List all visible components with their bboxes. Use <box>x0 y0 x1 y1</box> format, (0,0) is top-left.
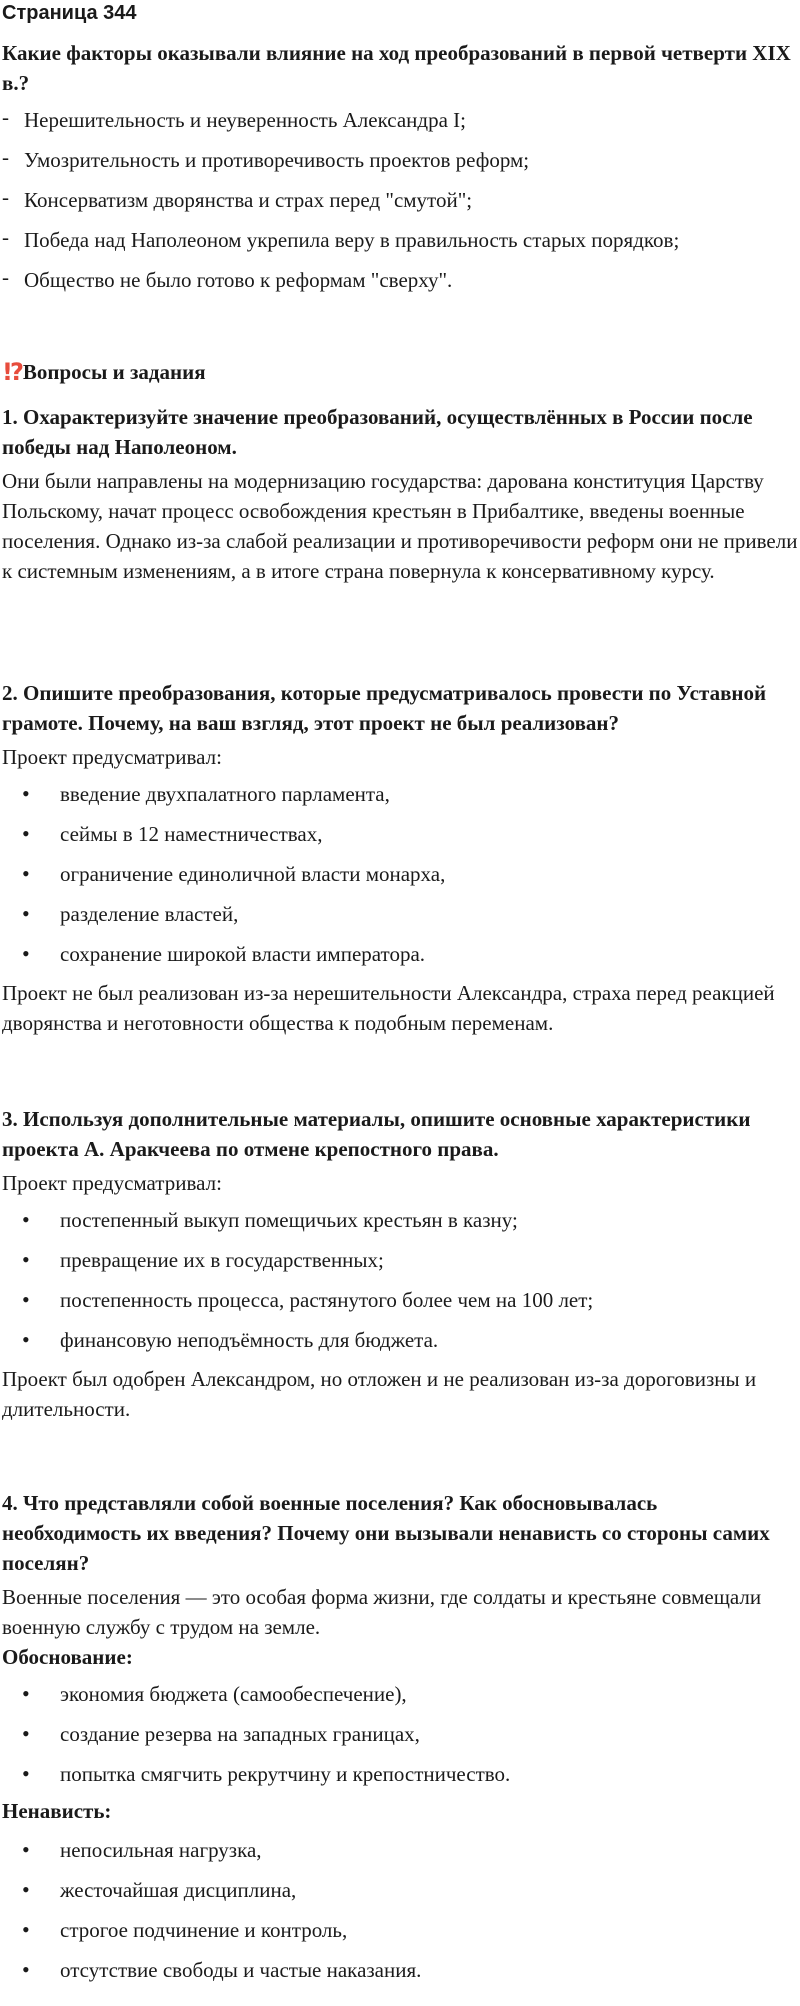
question-2-text: 2. Опишите преобразования, которые предусматривалось провести по Уставной грамоте. Почему, на ваш взгляд, этот проект не был реализован? <box>2 681 767 735</box>
question-4-text: 4. Что представляли собой военные поселения? Как обосновывалась необходимость их введения? Почему они вызывали ненависть со стороны самих поселян? <box>2 1491 770 1575</box>
question-1-text: 1. Охарактеризуйте значение преобразований, осуществлённых в России после победы над Наполеоном. <box>2 405 753 459</box>
list-item: • непосильная нагрузка, <box>2 1830 800 1870</box>
list-item: • попытка смягчить рекрутчину и крепостничество. <box>2 1754 800 1794</box>
hatred-list <box>2 1830 800 1990</box>
question-4 <box>2 1488 800 1990</box>
intro-factor-list <box>2 100 800 300</box>
list-item: • отсутствие свободы и частые наказания. <box>2 1950 800 1990</box>
section-heading <box>2 357 800 387</box>
page-number: Страница 344 <box>2 2 137 24</box>
list-item: • строгое подчинение и контроль, <box>2 1910 800 1950</box>
list-item: • постепенность процесса, растянутого более чем на 100 лет; <box>2 1280 800 1320</box>
list-item: • ограничение единоличной власти монарха, <box>2 854 800 894</box>
question-1 <box>2 402 800 586</box>
list-item: - Нерешительность и неуверенность Александра I; <box>2 100 800 140</box>
list-item: • жесточайшая дисциплина, <box>2 1870 800 1910</box>
list-item: • разделение властей, <box>2 894 800 934</box>
question-4-answer: Военные поселения — это особая форма жизни, где солдаты и крестьяне совмещали военную службу с трудом на земле. <box>2 1585 762 1639</box>
list-item: - Умозрительность и противоречивость проектов реформ; <box>2 140 800 180</box>
question-2-intro: Проект предусматривал: <box>2 745 222 769</box>
question-3-text: 3. Используя дополнительные материалы, опишите основные характеристики проекта А. Аракчеева по отмене крепостного права. <box>2 1107 751 1161</box>
hatred-title: Ненависть: <box>2 1799 112 1823</box>
question-1-answer: Они были направлены на модернизацию государства: дарована конституция Царству Польскому, начат процесс освобождения крестьян в Прибалтике, введены военные поселения. Однако из-за слабой реализации и противоречивости реформ они не привели к системным изменениям, а в итоге страна повернула к консервативному курсу. <box>2 469 798 583</box>
list-item: • финансовую неподъёмность для бюджета. <box>2 1320 800 1360</box>
list-item: • превращение их в государственных; <box>2 1240 800 1280</box>
list-item: - Победа над Наполеоном укрепила веру в правильность старых порядков; <box>2 220 800 260</box>
list-item: • сохранение широкой власти императора. <box>2 934 800 974</box>
intro-block <box>2 38 800 300</box>
double-exclamation-question-icon: !? <box>2 358 21 386</box>
intro-question: Какие факторы оказывали влияние на ход преобразований в первой четверти XIX в.? <box>2 41 791 95</box>
question-2 <box>2 678 800 1038</box>
question-2-conclusion: Проект не был реализован из-за нерешительности Александра, страха перед реакцией дворянства и неготовности общества к подобным переменам. <box>2 981 775 1035</box>
question-3-list <box>2 1200 800 1360</box>
list-item: • сеймы в 12 наместничествах, <box>2 814 800 854</box>
question-3-intro: Проект предусматривал: <box>2 1171 222 1195</box>
list-item: • создание резерва на западных границах, <box>2 1714 800 1754</box>
list-item: • постепенный выкуп помещичьих крестьян в казну; <box>2 1200 800 1240</box>
question-3 <box>2 1104 800 1424</box>
section-title: Вопросы и задания <box>22 360 206 384</box>
list-item: - Общество не было готово к реформам "сверху". <box>2 260 800 300</box>
justification-title: Обоснование: <box>2 1645 133 1669</box>
justification-list <box>2 1674 800 1794</box>
question-2-list <box>2 774 800 974</box>
list-item: • введение двухпалатного парламента, <box>2 774 800 814</box>
list-item: - Консерватизм дворянства и страх перед "смутой"; <box>2 180 800 220</box>
question-3-conclusion: Проект был одобрен Александром, но отложен и не реализован из-за дороговизны и длительности. <box>2 1367 757 1421</box>
list-item: • экономия бюджета (самообеспечение), <box>2 1674 800 1714</box>
